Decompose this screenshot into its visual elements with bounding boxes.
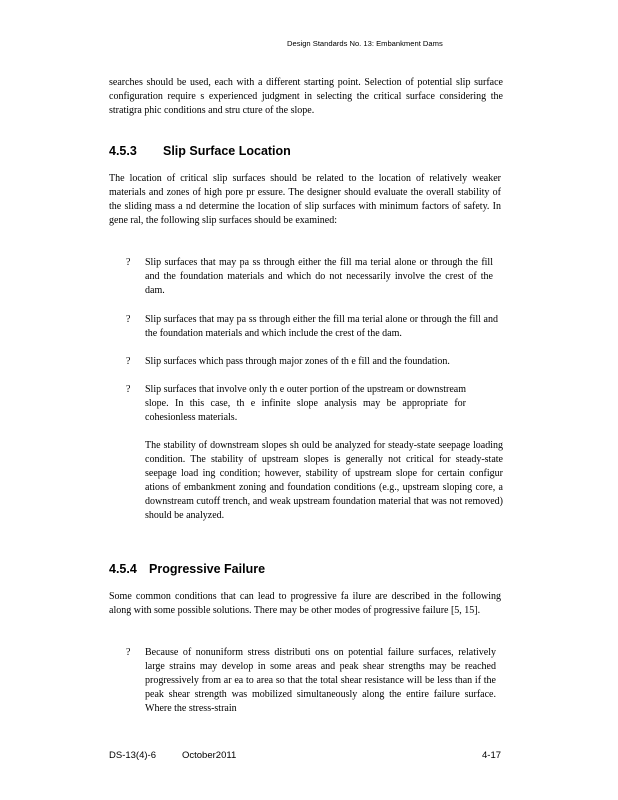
bullet-mark: ? bbox=[126, 314, 131, 325]
section-4-5-3-paragraph: The location of critical slip surfaces should be related to the location of relatively weaker materials and zones of high pore pr essure. The designer should evaluate the overall stability of the sliding mass a nd determine the location of slip surfaces with minimum factors of safety. In gene ral, the following slip surfaces should be examined: bbox=[109, 173, 501, 226]
section-4-5-4-paragraph: Some common conditions that can lead to progressive fa ilure are described in the following along with some possible solutions. There may be other modes of progressive failure [5, 15]. bbox=[109, 591, 501, 616]
section-title: Progressive Failure bbox=[149, 562, 266, 576]
bullet-mark: ? bbox=[126, 384, 131, 395]
list-item-text: Slip surfaces that involve only th e outer portion of the upstream or downstream slope. In this case, th e infinite slope analysis may be appropriate for cohesionless materials. bbox=[145, 384, 466, 423]
section-heading-4-5-4 bbox=[109, 562, 265, 576]
bullet-mark: ? bbox=[126, 257, 131, 268]
list-item-text: Because of nonuniform stress distributi ons on potential failure surfaces, relatively large strains may develop in some areas and peak shear strengths may be reached progressively from ar ea to area so that the total shear resistance will be less than if the peak shear strength was mobilized simultaneously along the entire failure surface. Where the stress-strain bbox=[145, 647, 496, 714]
list-item-text: Slip surfaces that may pa ss through either the fill ma terial alone or through the fill and the foundation materials and which do not necessarily involve the crest of the dam. bbox=[145, 257, 493, 296]
list-item-text: Slip surfaces that may pa ss through either the fill ma terial alone or through the fill and the foundation materials and which include the crest of the dam. bbox=[145, 314, 498, 339]
section-number: 4.5.4 bbox=[109, 562, 137, 576]
list-item-text: Slip surfaces which pass through major zones of th e fill and the foundation. bbox=[145, 356, 450, 367]
footer-date: October2011 bbox=[182, 750, 237, 761]
footer-doc-id: DS-13(4)-6 bbox=[109, 750, 156, 761]
section-heading-4-5-3 bbox=[109, 144, 291, 158]
stability-paragraph: The stability of downstream slopes sh ould be analyzed for steady-state seepage loading condition. The stability of upstream slopes is generally not critical for steady-state seepage load ing condition; however, stability of upstream slope for certain configur ations of embankment zoning and foundation conditions (e.g., upstream sloping core, a downstream cutoff trench, and weak upstream foundation material that was not removed) should be analyzed. bbox=[145, 440, 503, 521]
bullet-mark: ? bbox=[126, 356, 131, 367]
section-title: Slip Surface Location bbox=[163, 144, 291, 158]
running-header: Design Standards No. 13: Embankment Dams bbox=[287, 39, 443, 48]
section-number: 4.5.3 bbox=[109, 144, 137, 158]
intro-paragraph: searches should be used, each with a different starting point. Selection of potential slip surface configuration require s experienced judgment in selecting the critical surface considering the stratigra phic conditions and stru cture of the slope. bbox=[109, 77, 503, 116]
footer-page-number: 4-17 bbox=[482, 750, 502, 761]
bullet-mark: ? bbox=[126, 647, 131, 658]
